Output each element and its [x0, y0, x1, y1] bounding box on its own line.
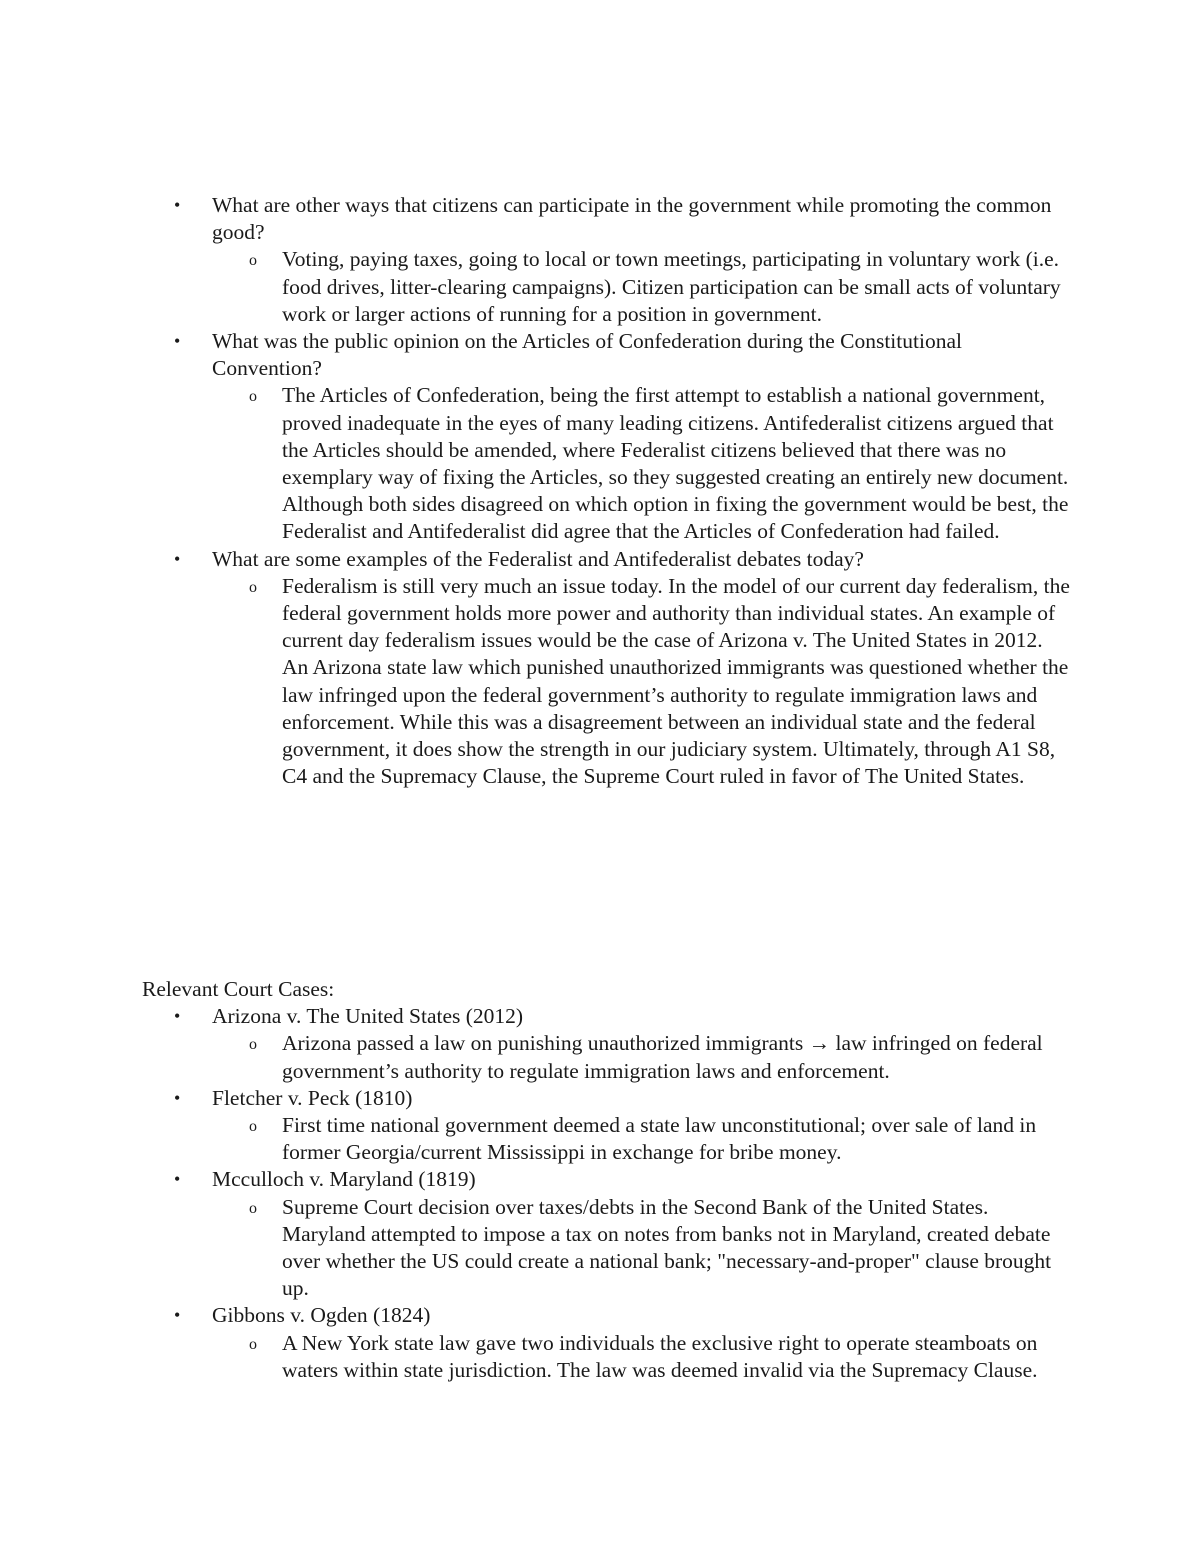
list-item: [212, 1112, 1072, 1166]
bullet-icon: •: [174, 548, 181, 569]
sub-bullet-icon: o: [249, 1036, 257, 1054]
case-title: Fletcher v. Peck (1810): [212, 1085, 413, 1110]
list-item: [142, 1302, 1072, 1384]
sub-bullet-icon: o: [249, 388, 257, 406]
case-detail-list: [212, 1330, 1072, 1384]
case-detail: First time national government deemed a state law unconstitutional; over sale of land in former Georgia/current Mississippi in exchange for bribe money.: [282, 1113, 1037, 1165]
list-item: [142, 328, 1072, 546]
list-item: [142, 192, 1072, 328]
question-text: What are other ways that citizens can participate in the government while promoting the common good?: [212, 193, 1052, 245]
list-item: [142, 1166, 1072, 1302]
case-detail: Arizona passed a law on punishing unauthorized immigrants → law infringed on federal government’s authority to regulate immigration laws and enforcement.: [282, 1031, 1043, 1083]
sub-bullet-icon: o: [249, 1199, 257, 1217]
bullet-icon: •: [174, 195, 181, 215]
sub-bullet-icon: o: [249, 1118, 257, 1136]
list-item: [142, 1003, 1072, 1085]
court-cases-section: [142, 976, 1072, 1384]
list-item: [212, 1330, 1072, 1384]
answer-text: The Articles of Confederation, being the first attempt to establish a national government, proved inadequate in the eyes of many leading citizens. Antifederalist citizens argued that the Articles should be amended, where Federalist citizens believed that there was no exemplary way of fixing the Articles, so they suggested creating an entirely new document. Although both sides disagreed on which option in fixing the government would be best, the Federalist and Antifederalist did agree that the Articles of Confederation had failed.: [282, 383, 1069, 544]
bullet-icon: •: [174, 1169, 181, 1190]
bullet-icon: •: [174, 1305, 181, 1326]
list-item: [212, 382, 1072, 545]
bullet-icon: •: [174, 331, 181, 352]
list-item: [142, 546, 1072, 791]
list-item: [212, 1030, 1072, 1084]
list-item: [142, 1085, 1072, 1167]
answer-list: [212, 382, 1072, 545]
question-list: [142, 192, 1072, 790]
answer-list: [212, 573, 1072, 791]
answer-list: [212, 246, 1072, 328]
case-detail: Supreme Court decision over taxes/debts in the Second Bank of the United States. Maryland attempted to impose a tax on notes from banks not in Maryland, created debate over whether the US could create a national bank; "necessary-and-proper" clause brought up.: [282, 1194, 1052, 1301]
list-item: [212, 573, 1072, 791]
case-title: Arizona v. The United States (2012): [212, 1004, 524, 1029]
case-list: [142, 1003, 1072, 1384]
list-item: [212, 1194, 1072, 1303]
question-text: What was the public opinion on the Articles of Confederation during the Constitutional Convention?: [212, 329, 962, 381]
question-text: What are some examples of the Federalist and Antifederalist debates today?: [212, 546, 864, 571]
sub-bullet-icon: o: [249, 252, 257, 270]
bullet-icon: •: [174, 1087, 181, 1108]
case-detail: A New York state law gave two individuals the exclusive right to operate steamboats on waters within state jurisdiction. The law was deemed invalid via the Supremacy Clause.: [282, 1330, 1038, 1382]
sub-bullet-icon: o: [249, 1335, 257, 1353]
answer-text: Voting, paying taxes, going to local or town meetings, participating in voluntary work (i.e. food drives, litter-clearing campaigns). Citizen participation can be small acts of voluntary work or larger actions of running for a position in government.: [282, 247, 1061, 326]
section-heading: Relevant Court Cases:: [142, 977, 335, 1001]
case-detail-list: [212, 1194, 1072, 1303]
case-detail-list: [212, 1112, 1072, 1166]
list-item: [212, 246, 1072, 328]
case-title: Mcculloch v. Maryland (1819): [212, 1167, 476, 1192]
case-title: Gibbons v. Ogden (1824): [212, 1303, 431, 1328]
sub-bullet-icon: o: [249, 578, 257, 596]
qa-section: [142, 192, 1072, 790]
answer-text: Federalism is still very much an issue today. In the model of our current day federalism, the federal government holds more power and authority than individual states. An example of current day federalism issues would be the case of Arizona v. The United States in 2012. An Arizona state law which punished unauthorized immigrants was questioned whether the law infringed upon the federal government’s authority to regulate immigration laws and enforcement. While this was a disagreement between an individual state and the federal government, it does show the strength in our judiciary system. Ultimately, through A1 S8, C4 and the Supremacy Clause, the Supreme Court ruled in favor of The United States.: [282, 573, 1070, 789]
case-detail-list: [212, 1030, 1072, 1084]
bullet-icon: •: [174, 1006, 181, 1027]
